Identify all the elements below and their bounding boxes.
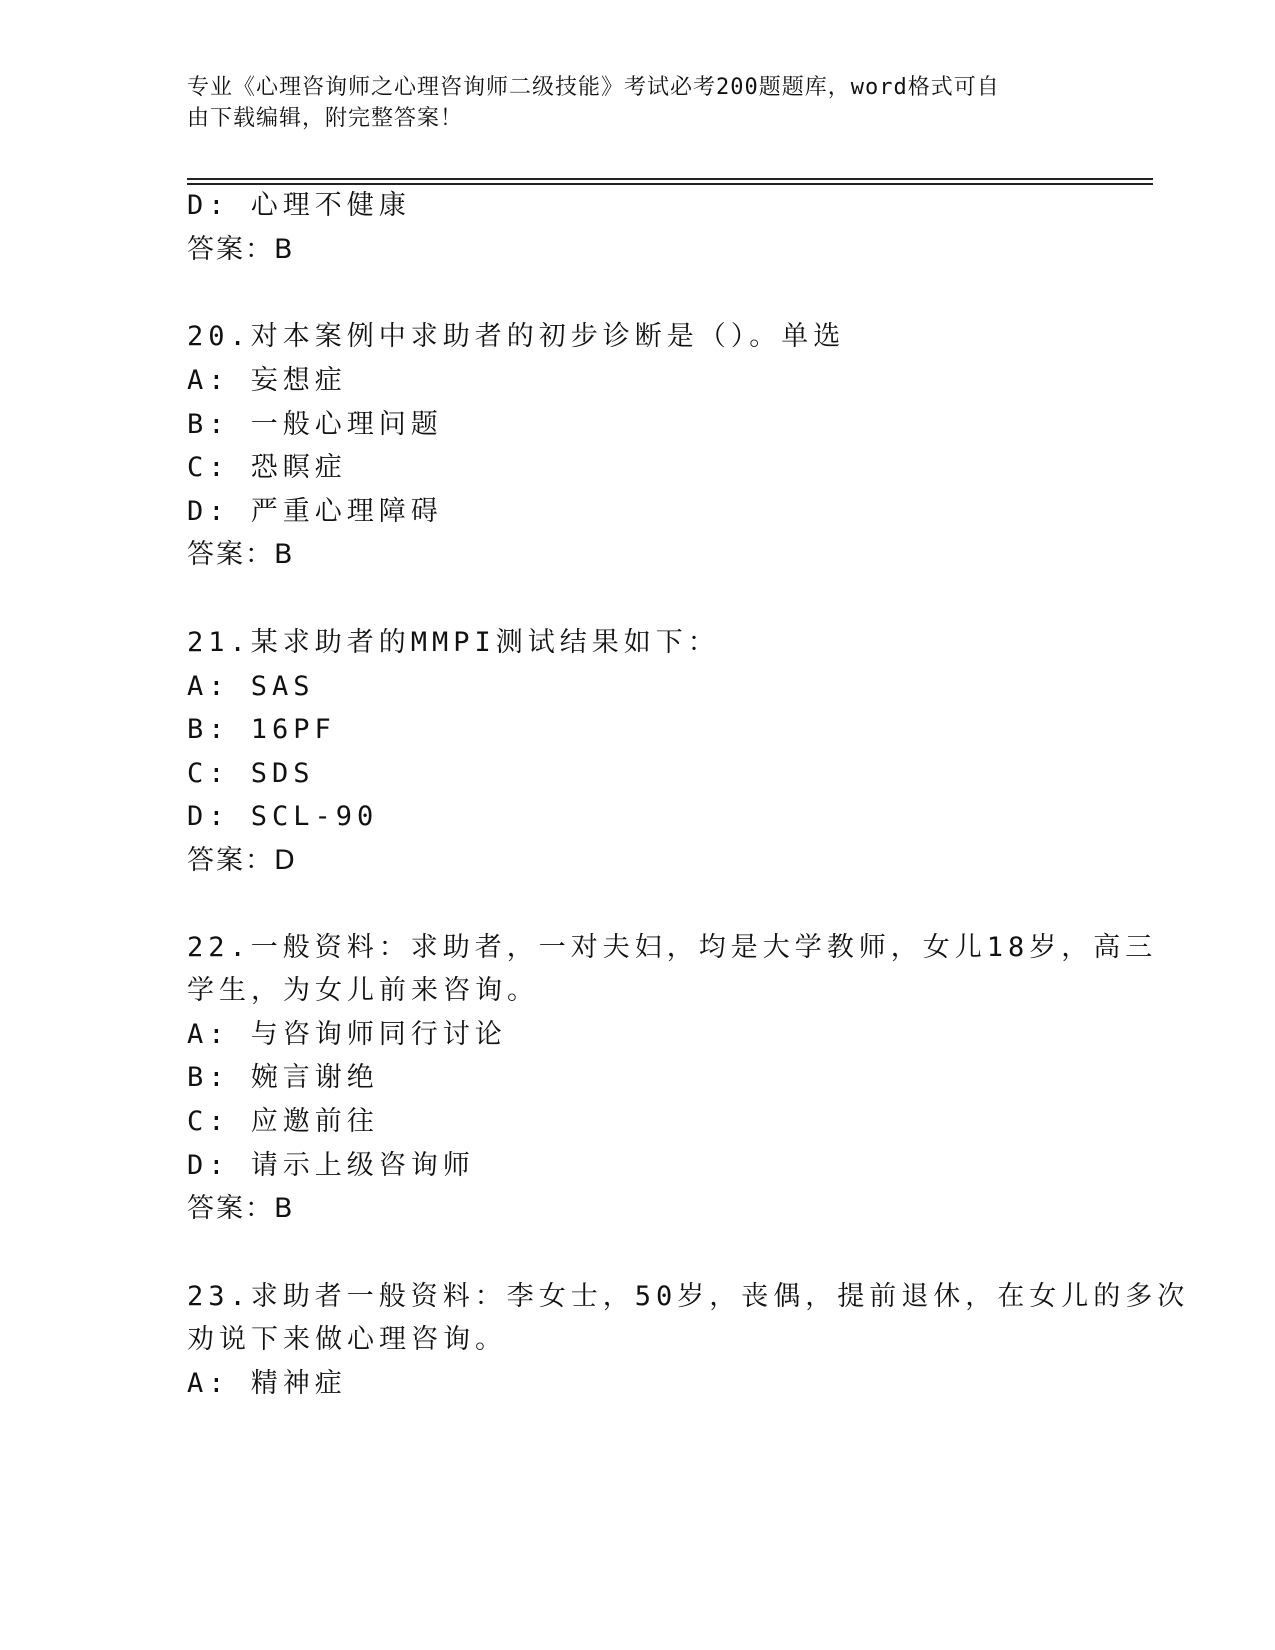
q22-option-b: B: 婉言谢绝	[187, 1062, 379, 1093]
q23-stem-line-2: 劝说下来做心理咨询。	[187, 1324, 507, 1355]
q22-stem-line-1: 22.一般资料：求助者，一对夫妇，均是大学教师，女儿18岁，高三	[187, 932, 1158, 963]
q22-answer: 答案：B	[187, 1193, 295, 1224]
q21-option-b: B: 16PF	[187, 714, 336, 745]
q22-option-d: D: 请示上级咨询师	[187, 1150, 475, 1181]
header-divider-top	[187, 178, 1153, 180]
q20-option-a: A: 妄想症	[187, 365, 347, 396]
q19-answer: 答案：B	[187, 234, 295, 265]
q19-option-d: D: 心理不健康	[187, 190, 411, 221]
q20-option-c: C: 恐瞑症	[187, 452, 347, 483]
q20-option-b: B: 一般心理问题	[187, 409, 443, 440]
q21-option-d: D: SCL-90	[187, 801, 379, 832]
q20-answer: 答案：B	[187, 539, 295, 570]
q21-option-a: A: SAS	[187, 671, 315, 702]
q20-option-d: D: 严重心理障碍	[187, 496, 443, 527]
q22-option-c: C: 应邀前往	[187, 1106, 379, 1137]
q23-option-a: A: 精神症	[187, 1368, 347, 1399]
q22-option-a: A: 与咨询师同行讨论	[187, 1019, 507, 1050]
document-header	[187, 72, 1067, 134]
q21-answer: 答案：D	[187, 845, 297, 876]
q21-stem: 21.某求助者的MMPI测试结果如下：	[187, 627, 720, 658]
header-line-1: 专业《心理咨询师之心理咨询师二级技能》考试必考200题题库，word格式可自	[187, 75, 1000, 100]
q23-stem-line-1: 23.求助者一般资料：李女士，50岁，丧偶，提前退休，在女儿的多次	[187, 1281, 1190, 1312]
q22-stem-line-2: 学生，为女儿前来咨询。	[187, 975, 539, 1006]
q20-stem: 20.对本案例中求助者的初步诊断是（）。单选	[187, 321, 846, 352]
header-divider-bottom	[187, 183, 1153, 185]
q21-option-c: C: SDS	[187, 758, 315, 789]
header-line-2: 由下载编辑，附完整答案！	[187, 106, 464, 131]
